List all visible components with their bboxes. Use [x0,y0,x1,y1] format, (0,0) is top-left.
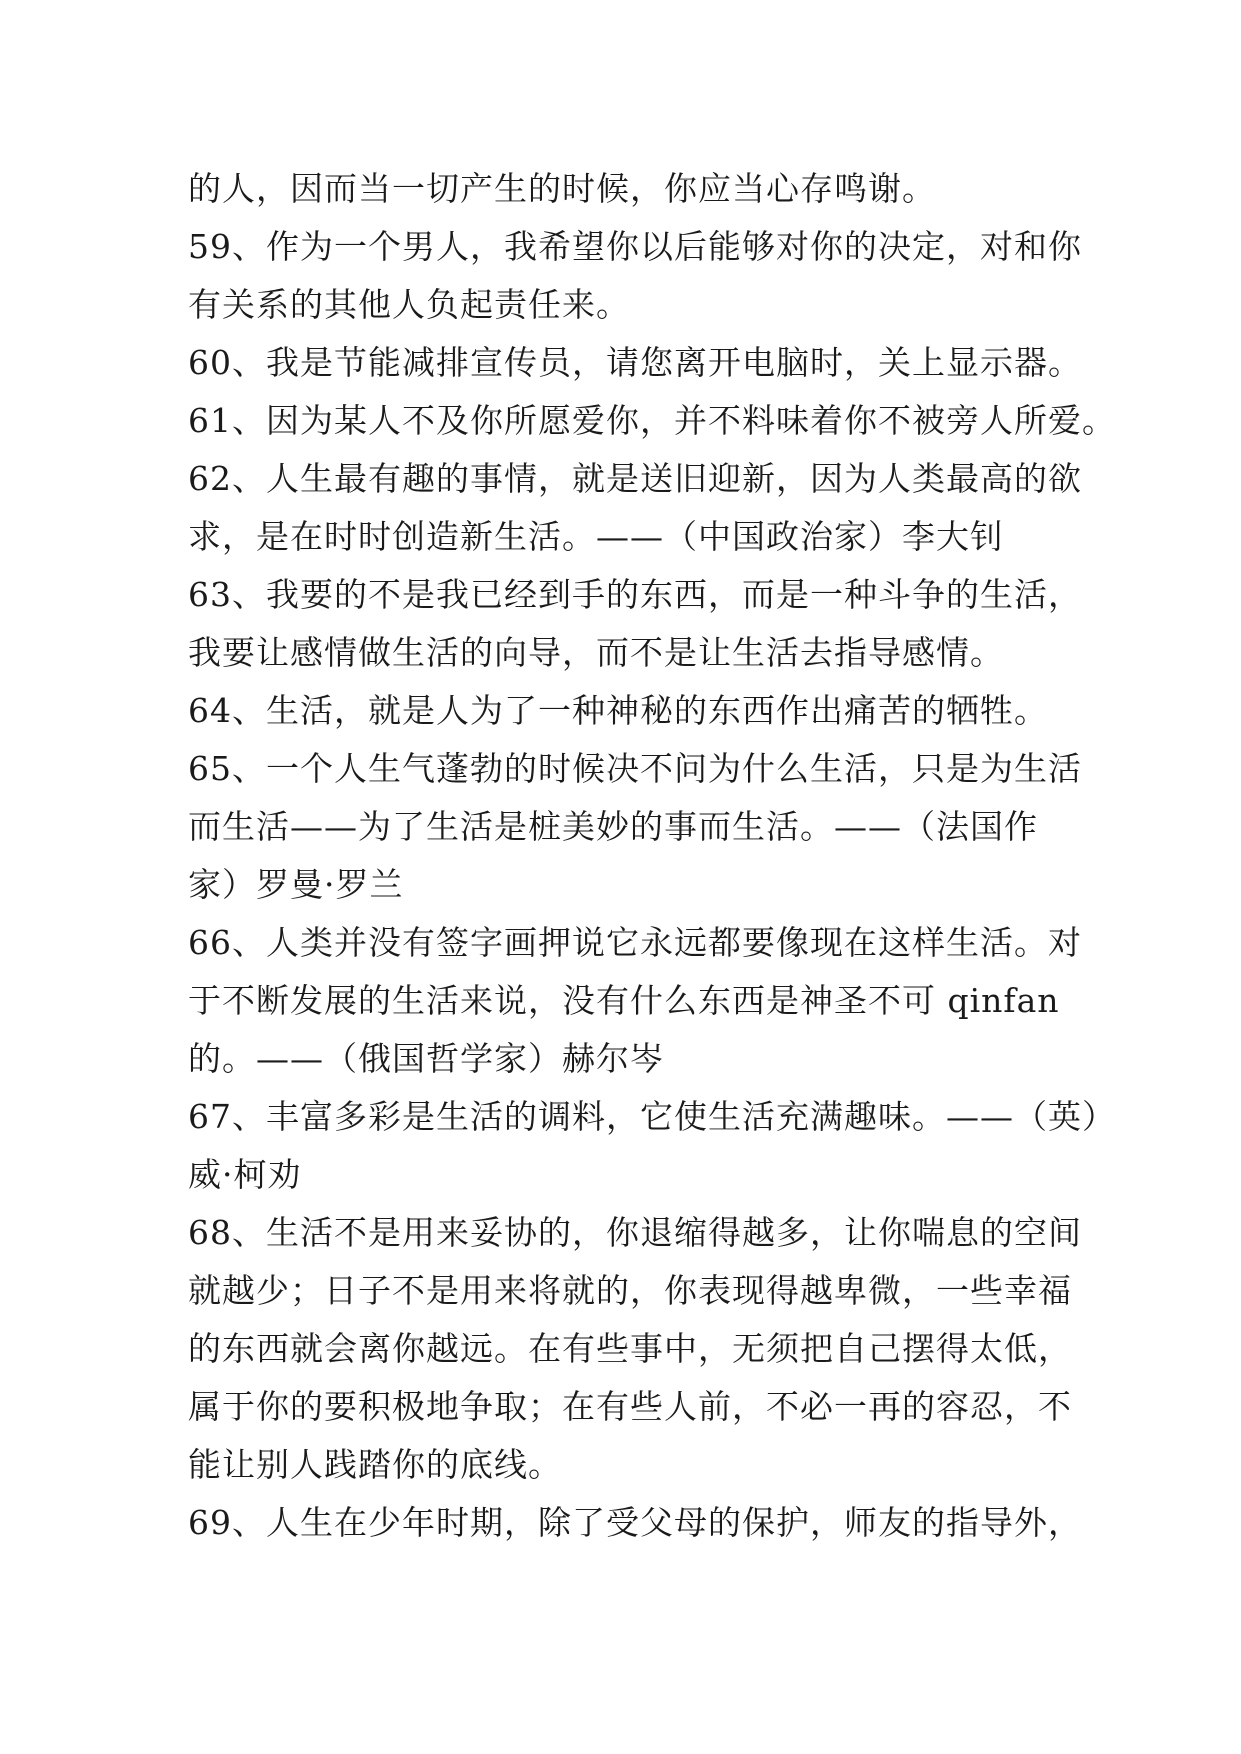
text-line: 求，是在时时创造新生活。——（中国政治家）李大钊 [188,517,1004,556]
text-line: 61、因为某人不及你所愿爱你，并不料味着你不被旁人所爱。 [188,401,1116,440]
text-line: 67、丰富多彩是生活的调料，它使生活充满趣味。——（英） [188,1097,1116,1136]
text-line: 有关系的其他人负起责任来。 [188,285,630,324]
text-line: 我要让感情做生活的向导，而不是让生活去指导感情。 [188,633,1004,672]
body-text [188,160,1116,1552]
text-line: 威·柯劝 [188,1155,302,1194]
text-line: 能让别人践踏你的底线。 [188,1445,562,1484]
text-line: 就越少；日子不是用来将就的，你表现得越卑微，一些幸福 [188,1271,1072,1310]
text-line: 的。——（俄国哲学家）赫尔岑 [188,1039,664,1078]
text-line: 69、人生在少年时期，除了受父母的保护，师友的指导外， [188,1503,1082,1542]
text-line: 68、生活不是用来妥协的，你退缩得越多，让你喘息的空间 [188,1213,1082,1252]
text-line: 60、我是节能减排宣传员，请您离开电脑时，关上显示器。 [188,343,1082,382]
text-line: 于不断发展的生活来说，没有什么东西是神圣不可 qinfan [188,981,1060,1020]
text-line: 65、一个人生气蓬勃的时候决不问为什么生活，只是为生活 [188,749,1082,788]
text-line: 家）罗曼·罗兰 [188,865,404,904]
text-line: 59、作为一个男人，我希望你以后能够对你的决定，对和你 [188,227,1082,266]
text-line: 而生活——为了生活是桩美妙的事而生活。——（法国作 [188,807,1038,846]
text-line: 的人，因而当一切产生的时候，你应当心存鸣谢。 [188,169,936,208]
text-line: 属于你的要积极地争取；在有些人前，不必一再的容忍，不 [188,1387,1072,1426]
text-line: 63、我要的不是我已经到手的东西，而是一种斗争的生活， [188,575,1082,614]
text-line: 62、人生最有趣的事情，就是送旧迎新，因为人类最高的欲 [188,459,1082,498]
text-line: 的东西就会离你越远。在有些事中，无须把自己摆得太低， [188,1329,1072,1368]
text-line: 66、人类并没有签字画押说它永远都要像现在这样生活。对 [188,923,1082,962]
text-line: 64、生活，就是人为了一种神秘的东西作出痛苦的牺牲。 [188,691,1048,730]
